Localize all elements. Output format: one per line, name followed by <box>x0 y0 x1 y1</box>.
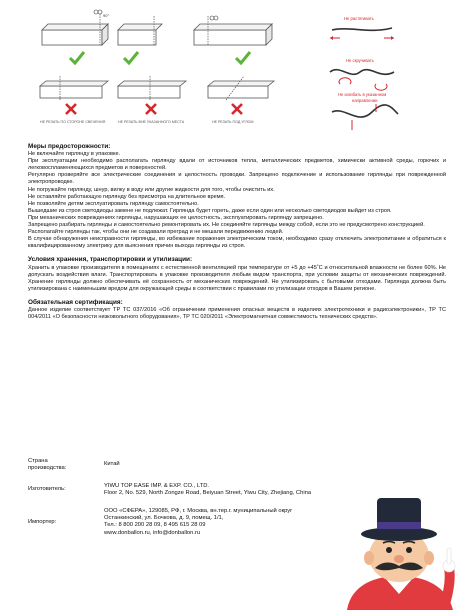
bad-cut-1 <box>40 76 108 124</box>
precautions-title: Меры предосторожности: <box>28 143 111 150</box>
storage-text: Хранить в упаковке производителя в помещениях с естественной вентиляцией при температуре от +5 до +45˚С и относительной влажности не более 60%. Не допускать воздействия влаги. Транспортировать в упаковке производителя любым видом транспорта, при условии защиты от механических повреждений. Хранение гирлянды должно обеспечивать её сохранность от механических повреждений. Не утилизировать с бытовыми отходами. Гирлянда должна быть утилизирована с наименьшим вредом для окружающей среды в соответствии с правилами по утилизации отходов в Вашем регионе. <box>28 264 446 292</box>
warn-label-1: НЕ РЕЗАТЬ ПО СТОРОНЕ СВЕЧЕНИЯ <box>40 120 106 124</box>
manufacturer-label: Изготовитель: <box>28 485 66 492</box>
precaution-line: Вышедшие из строя светодиоды замене не подлежат. Гирлянда будет гореть, даже если один или несколько светодиодов выйдет из строя. <box>28 207 392 214</box>
precaution-line: Не позволяйте детям эксплуатировать гирлянду самостоятельно. <box>28 200 199 207</box>
no-bend <box>332 92 398 130</box>
scissors-icon <box>94 10 102 14</box>
ok-cut-3 <box>194 16 272 63</box>
certification-title: Обязательная сертификация: <box>28 298 123 306</box>
safety-illustrations <box>0 0 470 140</box>
precaution-line: Не погружайте гирлянду, шнур, вилку в воду или другие жидкости для того, чтобы очистить их. <box>28 186 275 193</box>
svg-text:Не скручивать <box>346 58 375 63</box>
ok-cut-1 <box>42 10 109 63</box>
no-twist-label: Не скручивать <box>346 58 374 63</box>
svg-text:НЕ РЕЗАТЬ ПО СТОРОНЕ СВЕЧЕНИЯ <box>40 120 106 124</box>
product-info <box>28 458 358 543</box>
precaution-line: Не включайте гирлянду в упаковке. <box>28 151 121 158</box>
svg-text:Не растягивать <box>344 16 375 21</box>
manufacturer-value: YIWU TOP EASE IMP. & EXP. CO., LTD. Floor 2, No. 529, North Zongze Road, Beiyuan Street, Yiwu City, Zhejiang, China <box>104 482 312 497</box>
cross-icon <box>232 104 242 114</box>
check-icon <box>70 52 84 63</box>
bad-cut-3 <box>208 76 274 124</box>
importer-row <box>28 508 358 538</box>
certification-text: Данное изделие соответствует ТР ТС 037/2016 «Об ограничении применения опасных веществ в изделиях электротехники и радиоэлектроники», ТР ТС 004/2011 «О безопасности низковольтного оборудования», ТР ТС 020/2011 «Электромагнитная совместимость технических средств». <box>28 306 446 321</box>
precaution-line: Регулярно проверяйте все электрические соединения и целостность проводки. Запрещено подключение и использование гирлянды при поврежденной электропроводке. <box>28 172 446 186</box>
cross-icon <box>66 104 76 114</box>
no-bend-label-1: Не изгибать в указанном <box>338 92 387 97</box>
warn-label-3: НЕ РЕЗАТЬ ПОД УГЛОМ <box>212 120 254 124</box>
svg-text:НЕ РЕЗАТЬ ВНЕ УКАЗАННОГО МЕСТА <box>118 120 185 124</box>
precaution-line: В случае обнаружения неисправности гирлянды, во избежание поражения электрическим током, необходимо сразу отключить электропитание и обратиться к квалифицированному электрику для выяснения причин выхода гирлянды из строя. <box>28 236 446 250</box>
precaution-line: Не оставляйте работающую гирлянду без присмотра на длительное время. <box>28 193 226 200</box>
precaution-line: Располагайте гирлянды так, чтобы они не создавали преград и не мешали передвижению людей. <box>28 229 284 236</box>
scissors-icon <box>210 16 218 20</box>
importer-label: Импортер: <box>28 518 57 525</box>
precaution-line: При эксплуатации необходимо располагать гирлянду вдали от источников тепла, металлических предметов, химически активной среды, горючих и легковоспламеняющихся предметов и поверхностей. <box>28 158 446 172</box>
no-bend-label-2: направлении <box>352 98 378 103</box>
precaution-line: Запрещено разбирать гирлянды и самостоятельно ремонтировать их. Не соединяйте гирлянды между собой, если это не предусмотрено конструкцией. <box>28 222 425 229</box>
warn-label-2: НЕ РЕЗАТЬ ВНЕ УКАЗАННОГО МЕСТА <box>118 120 185 124</box>
storage-title: Условия хранения, транспортировки и утилизации: <box>28 256 193 264</box>
importer-value: ООО «СФЕРА», 129085, РФ, г. Москва, вн.тер.г. муниципальный округ Останкинский, ул. Бочкова, д. 9, помещ. 1/1, Тел.: 8 800 200 28 09, 8 495 615 28 09 www.donballon.ru, info@donballon.ru <box>104 508 358 538</box>
check-icon <box>236 52 250 63</box>
svg-text:90°: 90° <box>103 13 110 18</box>
manufacturer-row <box>28 483 358 498</box>
country-row <box>28 458 358 473</box>
importer-links: www.donballon.ru, info@donballon.ru <box>104 529 201 536</box>
cross-icon <box>146 104 156 114</box>
no-stretch-label: Не растягивать <box>344 16 374 21</box>
precaution-line: При механических повреждениях гирлянды, нарушающих ее целостность, эксплуатировать гирлянду запрещено. <box>28 214 324 221</box>
ok-cut-2 <box>118 16 162 63</box>
main-text <box>28 140 446 321</box>
country-value: Китай <box>104 461 120 467</box>
mascot-illustration <box>325 482 470 610</box>
svg-text:НЕ РЕЗАТЬ ПОД УГЛОМ <box>212 120 253 124</box>
no-stretch <box>330 16 394 40</box>
country-label: Страна производства: <box>28 458 67 472</box>
bad-cut-2 <box>118 76 186 124</box>
svg-text:Не изгибать в указанном <box>338 92 386 97</box>
svg-text:направлении <box>352 98 378 103</box>
no-twist <box>330 58 394 90</box>
check-icon <box>124 52 138 63</box>
